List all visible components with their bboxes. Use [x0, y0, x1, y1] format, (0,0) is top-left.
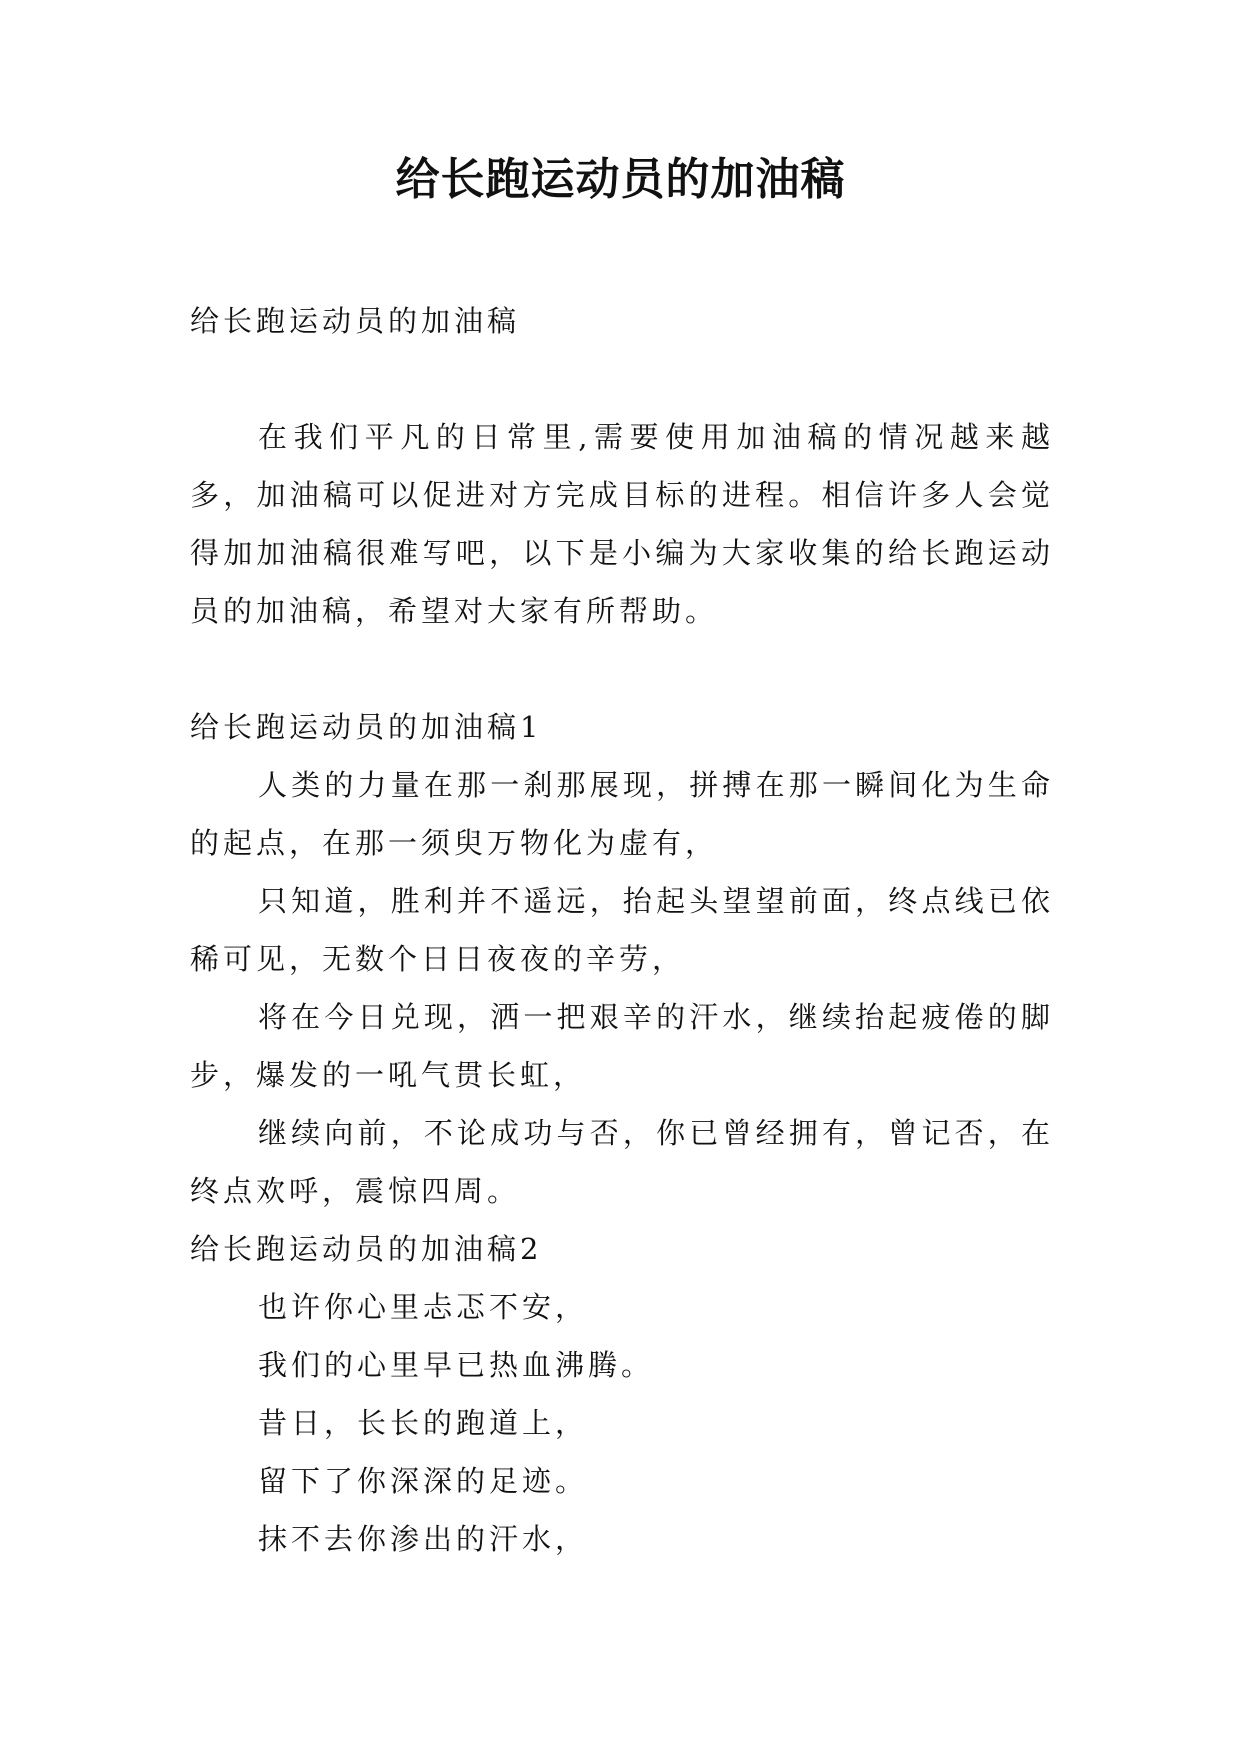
- section-1-paragraph: 人类的力量在那一刹那展现，拼搏在那一瞬间化为生命的起点，在那一须臾万物化为虚有，: [190, 768, 1054, 860]
- section-1-paragraph: 只知道，胜利并不遥远，抬起头望望前面，终点线已依稀可见，无数个日日夜夜的辛劳，: [190, 884, 1054, 976]
- spacer: [190, 640, 1054, 698]
- section-2-line: 我们的心里早已热血沸腾。: [258, 1348, 655, 1382]
- section-2-line: 也许你心里忐忑不安，: [258, 1290, 589, 1324]
- document-title: 给长跑运动员的加油稿: [395, 154, 846, 205]
- spacer: [190, 350, 1054, 408]
- section-1-paragraph: 将在今日兑现，洒一把艰辛的汗水，继续抬起疲倦的脚步，爆发的一吼气贯长虹，: [190, 1000, 1054, 1092]
- document-subtitle: 给长跑运动员的加油稿: [190, 304, 521, 338]
- section-2-heading: 给长跑运动员的加油稿2: [190, 1232, 543, 1266]
- section-1-heading: 给长跑运动员的加油稿1: [190, 710, 543, 744]
- section-1-paragraph: 继续向前，不论成功与否，你已曾经拥有，曾记否，在终点欢呼，震惊四周。: [190, 1116, 1054, 1208]
- document-body: [190, 292, 1054, 1568]
- section-2-line: 昔日，长长的跑道上，: [258, 1406, 589, 1440]
- section-2-line: 留下了你深深的足迹。: [258, 1464, 589, 1498]
- intro-paragraph: 在我们平凡的日常里,需要使用加油稿的情况越来越多，加油稿可以促进对方完成目标的进程。相信许多人会觉得加加油稿很难写吧，以下是小编为大家收集的给长跑运动员的加油稿，希望对大家有所帮助。: [190, 420, 1054, 628]
- section-2-line: 抹不去你渗出的汗水，: [258, 1522, 589, 1556]
